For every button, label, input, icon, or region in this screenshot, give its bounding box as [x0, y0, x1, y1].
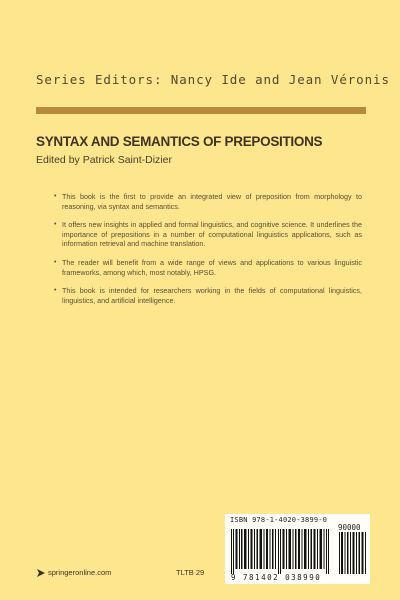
list-item-text: It offers new insights in applied and formal linguistics, and cognitive science. It underlines the importance of prepositions in a number of computational linguistics applications, such as information retrieval and machine translation.	[62, 220, 362, 249]
bullet-icon: •	[54, 259, 57, 267]
bullet-icon: •	[54, 221, 57, 229]
series-editors: Series Editors: Nancy Ide and Jean Véronis	[36, 72, 390, 87]
book-title: SYNTAX AND SEMANTICS OF PREPOSITIONS	[36, 134, 323, 149]
description-list	[54, 192, 362, 315]
springer-arrow-icon	[36, 568, 46, 578]
list-item	[54, 286, 362, 305]
list-item-text: The reader will benefit from a wide range of views and applications to various linguistic frameworks, among which, most notably, HPSG.	[62, 258, 362, 277]
bullet-icon: •	[54, 287, 57, 295]
addon-barcode-bars	[339, 532, 367, 574]
book-editor: Edited by Patrick Saint-Dizier	[36, 154, 172, 166]
isbn-label: ISBN 978-1-4020-3899-0	[230, 516, 328, 524]
list-item	[54, 258, 362, 277]
list-item-text: This book is intended for researchers working in the fields of computational linguistics, linguistics, and artificial intelligence.	[62, 286, 362, 305]
barcode-bars	[231, 529, 331, 574]
barcode	[225, 514, 370, 584]
bullet-icon: •	[54, 193, 57, 200]
divider-rule	[36, 107, 366, 114]
list-item	[54, 192, 362, 211]
website-link[interactable]: springeronline.com	[48, 568, 112, 577]
list-item	[54, 220, 362, 249]
ean-number: 9 781402 038990	[231, 573, 322, 582]
list-item-text: This book is the first to provide an integrated view of preposition from morphology to reasoning, via syntax and semantics.	[62, 192, 362, 211]
series-code: TLTB 29	[176, 568, 205, 577]
addon-code: 90000	[338, 523, 361, 532]
